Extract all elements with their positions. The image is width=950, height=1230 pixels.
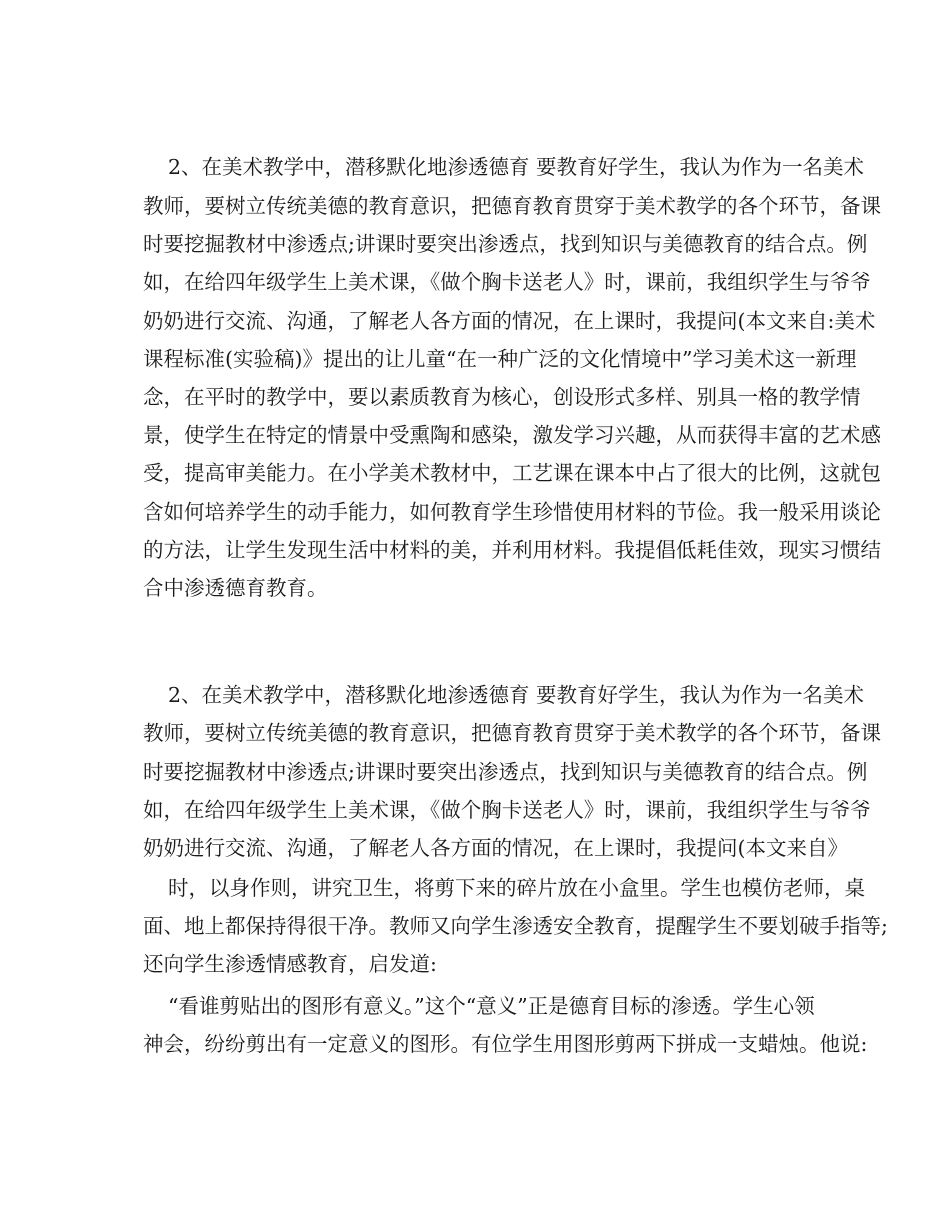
text-line: “看谁剪贴出的图形有意义。”这个“意义”正是德育目标的渗透。学生心领 (168, 994, 815, 1018)
text-line: 奶奶进行交流、沟通，了解老人各方面的情况，在上课时，我提问(本文来自》 (143, 836, 848, 860)
text-line: 时，以身作则，讲究卫生，将剪下来的碎片放在小盒里。学生也模仿老师，桌 (168, 876, 865, 900)
text-line: 如，在给四年级学生上美术课，《做个胸卡送老人》时，课前，我组织学生与爷爷 (143, 798, 871, 822)
text-line: 神会，纷纷剪出有一定意义的图形。有位学生用图形剪两下拼成一支蜡烛。他说: (143, 1032, 868, 1056)
text-line: 2、在美术教学中，潜移默化地渗透德育 要教育好学生，我认为作为一名美术 (168, 155, 865, 179)
text-line: 面、地上都保持得很干净。教师又向学生渗透安全教育，提醒学生不要划破手指等; (143, 914, 888, 938)
text-line: 奶奶进行交流、沟通，了解老人各方面的情况，在上课时，我提问(本文来自:美术 (143, 309, 876, 333)
text-line: 受，提高审美能力。在小学美术教材中，工艺课在课本中占了很大的比例，这就包 (143, 461, 881, 485)
text-line: 的方法，让学生发现生活中材料的美，并利用材料。我提倡低耗佳效，现实习惯结 (143, 538, 881, 562)
text-line: 含如何培养学生的动手能力，如何教育学生珍惜使用材料的节俭。我一般采用谈论 (143, 500, 881, 524)
text-line: 时要挖掘教材中渗透点;讲课时要突出渗透点，找到知识与美德教育的结合点。例 (143, 232, 868, 256)
text-line: 合中渗透德育教育。 (143, 576, 328, 600)
text-line: 教师，要树立传统美德的教育意识，把德育教育贯穿于美术教学的各个环节，备课 (143, 194, 881, 218)
text-line: 景，使学生在特定的情景中受熏陶和感染，激发学习兴趣，从而获得丰富的艺术感 (143, 423, 881, 447)
text-line: 如，在给四年级学生上美术课，《做个胸卡送老人》时，课前，我组织学生与爷爷 (143, 270, 871, 294)
text-line: 时要挖掘教材中渗透点;讲课时要突出渗透点，找到知识与美德教育的结合点。例 (143, 760, 868, 784)
text-line: 教师，要树立传统美德的教育意识，把德育教育贯穿于美术教学的各个环节，备课 (143, 721, 881, 745)
text-line: 课程标准(实验稿)》提出的让儿童“在一种广泛的文化情境中”学习美术这一新理 (143, 347, 857, 371)
text-line: 念，在平时的教学中，要以素质教育为核心，创设形式多样、别具一格的教学情 (143, 385, 861, 409)
text-line: 2、在美术教学中，潜移默化地渗透德育 要教育好学生，我认为作为一名美术 (168, 683, 865, 707)
text-line: 还向学生渗透情感教育，启发道: (143, 952, 437, 976)
